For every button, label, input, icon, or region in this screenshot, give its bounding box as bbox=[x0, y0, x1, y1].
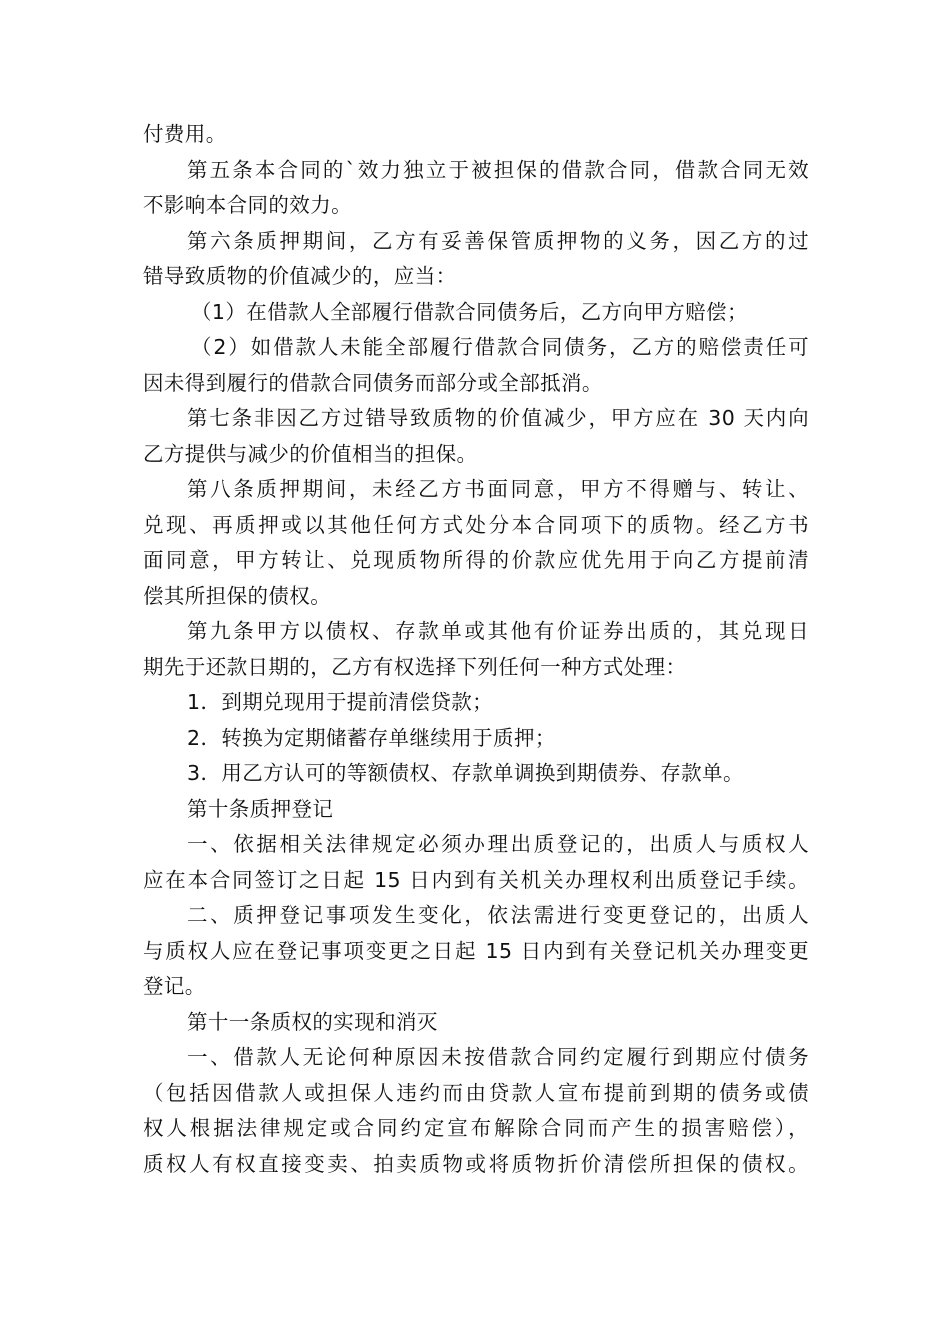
text-line: 二、质押登记事项发生变化，依法需进行变更登记的，出质人 bbox=[187, 903, 809, 927]
text-line: 兑现、再质押或以其他任何方式处分本合同项下的质物。经乙方书 bbox=[143, 512, 809, 537]
list-item: 3．用乙方认可的等额债权、存款单调换到期债券、存款单。 bbox=[187, 761, 744, 785]
text-line: 不影响本合同的效力。 bbox=[143, 193, 352, 217]
text-line: 一、借款人无论何种原因未按借款合同约定履行到期应付债务 bbox=[187, 1045, 809, 1069]
text-line: 第七条非因乙方过错导致质物的价值减少，甲方应在 30 天内向 bbox=[187, 406, 809, 430]
text-line: （包括因借款人或担保人违约而由贷款人宣布提前到期的债务或债 bbox=[143, 1080, 809, 1105]
text-line: 质权人有权直接变卖、拍卖质物或将质物折价清偿所担保的债权。 bbox=[143, 1151, 809, 1176]
text-line: （1）在借款人全部履行借款合同债务后，乙方向甲方赔偿； bbox=[191, 299, 748, 324]
text-line: 第五条本合同的`效力独立于被担保的借款合同，借款合同无效 bbox=[187, 157, 809, 182]
text-line: 第九条甲方以债权、存款单或其他有价证券出质的，其兑现日 bbox=[187, 619, 809, 643]
text-line: 偿其所担保的债权。 bbox=[143, 583, 332, 608]
text-line: 付费用。 bbox=[143, 122, 227, 146]
text-line: 乙方提供与减少的价值相当的担保。 bbox=[143, 441, 478, 466]
text-line: 登记。 bbox=[143, 974, 206, 998]
document-body bbox=[143, 117, 809, 1182]
text-line: 面同意，甲方转让、兑现质物所得的价款应优先用于向乙方提前清 bbox=[143, 548, 809, 572]
text-line: 期先于还款日期的，乙方有权选择下列任何一种方式处理： bbox=[143, 654, 687, 679]
text-line: 权人根据法律规定或合同约定宣布解除合同而产生的损害赔偿）， bbox=[143, 1116, 809, 1140]
text-line: 与质权人应在登记事项变更之日起 15 日内到有关登记机关办理变更 bbox=[143, 938, 809, 963]
text-line: 错导致质物的价值减少的，应当： bbox=[143, 264, 457, 288]
text-line: 因未得到履行的借款合同债务而部分或全部抵消。 bbox=[143, 370, 603, 395]
text-line: 第八条质押期间，未经乙方书面同意，甲方不得赠与、转让、 bbox=[187, 477, 809, 501]
section-heading: 第十一条质权的实现和消灭 bbox=[187, 1009, 438, 1034]
list-item: 1．到期兑现用于提前清偿贷款； bbox=[187, 690, 494, 714]
text-line: 一、依据相关法律规定必须办理出质登记的，出质人与质权人 bbox=[187, 832, 809, 856]
text-line: （2）如借款人未能全部履行借款合同债务，乙方的赔偿责任可 bbox=[191, 335, 809, 359]
text-line: 第六条质押期间，乙方有妥善保管质押物的义务，因乙方的过 bbox=[187, 228, 809, 253]
list-item: 2．转换为定期储蓄存单继续用于质押； bbox=[187, 725, 556, 750]
section-heading: 第十条质押登记 bbox=[187, 796, 334, 821]
text-line: 应在本合同签订之日起 15 日内到有关机关办理权利出质登记手续。 bbox=[143, 867, 809, 892]
